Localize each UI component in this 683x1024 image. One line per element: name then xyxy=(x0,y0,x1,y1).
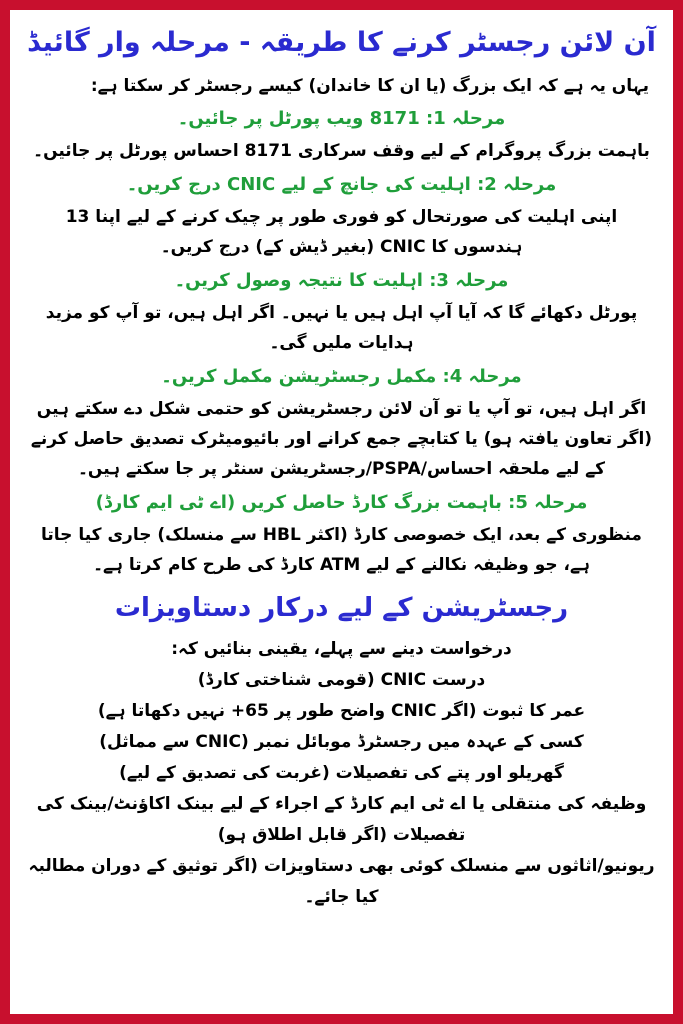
step-1 xyxy=(26,104,657,166)
step-3-heading: مرحلہ 3: اہلیت کا نتیجہ وصول کریں۔ xyxy=(174,270,509,291)
step-3 xyxy=(26,266,657,358)
document-item: عمر کا ثبوت (اگر CNIC واضح طور پر 65+ نہیں دکھاتا ہے) xyxy=(97,701,586,721)
document-item: ریونیو/اثاثوں سے منسلک کوئی بھی دستاویزات (اگر توثیق کے دوران مطالبہ کیا جائے۔ xyxy=(28,856,655,907)
document-item: وظیفہ کی منتقلی یا اے ٹی ایم کارڈ کے اجراء کے لیے بینک اکاؤنٹ/بینک کی تفصیلات (اگر قابل اطلاق ہو) xyxy=(36,794,647,845)
step-2-heading: مرحلہ 2: اہلیت کی جانچ کے لیے CNIC درج کریں۔ xyxy=(126,174,557,195)
step-4-heading: مرحلہ 4: مکمل رجسٹریشن مکمل کریں۔ xyxy=(161,366,522,387)
document-item: گھریلو اور پتے کی تفصیلات (غربت کی تصدیق کے لیے) xyxy=(119,763,564,783)
step-2 xyxy=(26,170,657,262)
step-3-body: پورٹل دکھائے گا کہ آیا آپ اہل ہیں یا نہیں۔ اگر اہل ہیں، تو آپ کو مزید ہدایات ملیں گی۔ xyxy=(45,303,638,353)
step-5-heading: مرحلہ 5: باہمت بزرگ کارڈ حاصل کریں (اے ٹی ایم کارڈ) xyxy=(95,492,588,513)
step-2-body: اپنی اہلیت کی صورتحال کو فوری طور پر چیک کرنے کے لیے اپنا 13 ہندسوں کا CNIC (بغیر ڈیش کے) درج کریں۔ xyxy=(65,207,618,257)
step-5-body: منظوری کے بعد، ایک خصوصی کارڈ (اکثر HBL سے منسلک) جاری کیا جاتا ہے، جو وظیفہ نکالنے کے لیے ATM کارڈ کی طرح کام کرتا ہے۔ xyxy=(41,525,642,575)
step-1-heading: مرحلہ 1: 8171 ویب پورٹل پر جائیں۔ xyxy=(177,108,506,129)
documents-intro: درخواست دینے سے پہلے، یقینی بنائیں کہ: xyxy=(171,639,512,659)
step-1-body: باہمت بزرگ پروگرام کے لیے وقف سرکاری 8171 احساس پورٹل پر جائیں۔ xyxy=(33,141,650,161)
article-content xyxy=(10,10,673,913)
intro-text: یہاں یہ ہے کہ ایک بزرگ (یا ان کا خاندان) کیسے رجسٹر کر سکتا ہے: xyxy=(90,76,649,96)
page-title: آن لائن رجسٹر کرنے کا طریقہ - مرحلہ وار گائیڈ xyxy=(27,27,656,58)
document-item: کسی کے عہدہ میں رجسٹرڈ موبائل نمبر (CNIC سے مماثل) xyxy=(99,732,584,752)
step-5 xyxy=(26,488,657,580)
document-item: درست CNIC (قومی شناختی کارڈ) xyxy=(197,670,486,690)
step-4 xyxy=(26,362,657,484)
step-4-body: اگر اہل ہیں، تو آپ یا تو آن لائن رجسٹریشن کو حتمی شکل دے سکتے ہیں (اگر تعاون یافتہ ہو) یا کتابچے جمع کرانے اور بائیومیٹرک تصدیق حاصل کرنے کے لیے ملحقہ احساس/PSPA/رجسٹریشن سنٹر پر جا سکتے ہیں۔ xyxy=(30,399,653,479)
documents-title: رجسٹریشن کے لیے درکار دستاویزات xyxy=(114,593,569,623)
